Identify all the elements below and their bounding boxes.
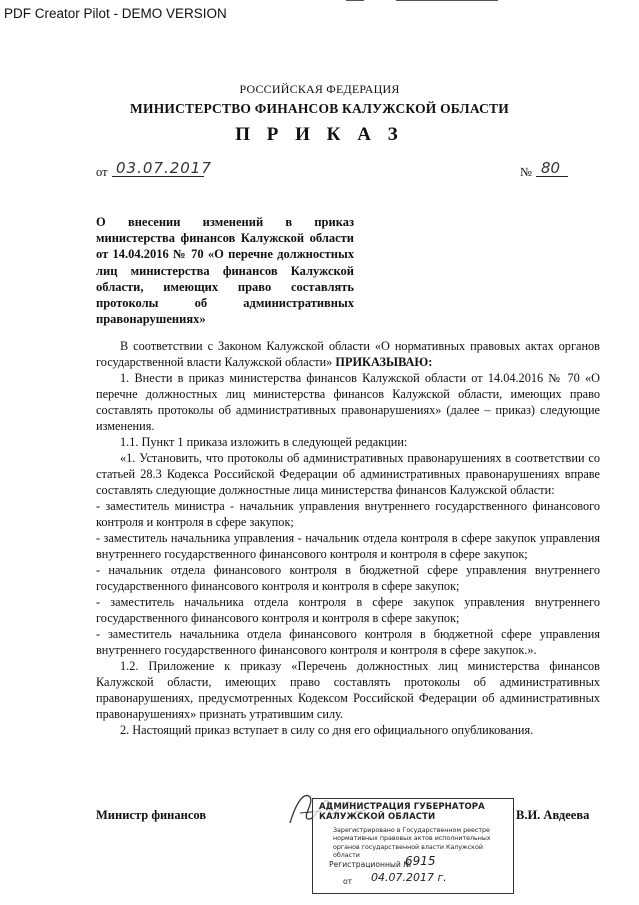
country-heading: РОССИЙСКАЯ ФЕДЕРАЦИЯ [239, 82, 400, 96]
stamp-registration-label: Регистрационный № [329, 860, 412, 869]
document-type-title: П Р И К А З [235, 124, 404, 145]
list-item: - заместитель начальника управления - начальник отдела контроля в сфере закупок управления внутреннего государственного финансового контроля и контроля в сфере закупок; [96, 531, 600, 561]
paragraph-1-1: 1.1. Пункт 1 приказа изложить в следующей редакции: [120, 435, 408, 449]
stamp-date-label: от [343, 877, 353, 886]
list-item: - заместитель министра - начальник управления внутреннего государственного финансового контроля и контроля в сфере закупок; [96, 499, 600, 529]
handwritten-date: 03.07.2017 [116, 159, 212, 177]
order-keyword: ПРИКАЗЫВАЮ: [335, 355, 433, 369]
signatory-name: В.И. Авдеева [516, 808, 590, 822]
document-subject: О внесении изменений в приказ министерства финансов Калужской области от 14.04.2016 № 70 «О перечне должностных лиц министерства финансов Калужской области, имеющих право составлять протоколы об административных правонарушениях» [96, 215, 354, 327]
top-rule-left [346, 0, 364, 1]
paragraph-1: 1. Внести в приказ министерства финансов Калужской области от 14.04.2016 № 70 «О перечне должностных лиц министерства финансов Калужской области, имеющих право составлять протоколы об административных правонарушениях» (далее – приказ) следующие изменения. [96, 371, 600, 433]
signatory-title: Министр финансов [96, 808, 207, 822]
stamp-registration-number: 6915 [405, 854, 436, 868]
registration-stamp [312, 798, 514, 894]
demo-watermark: PDF Creator Pilot - DEMO VERSION [4, 6, 227, 21]
paragraph-1-2: 1.2. Приложение к приказу «Перечень должностных лиц министерства финансов Калужской области, имеющих право составлять протоколы об административных правонарушениях, предусмотренных Кодексом Российской Федерации об административных правонарушениях» признать утратившим силу. [96, 659, 600, 721]
ministry-heading: МИНИСТЕРСТВО ФИНАНСОВ КАЛУЖСКОЙ ОБЛАСТИ [130, 101, 509, 116]
paragraph-2: 2. Настоящий приказ вступает в силу со дня его официального опубликования. [120, 723, 534, 737]
date-prefix: от [96, 165, 108, 179]
top-rule-right [396, 0, 498, 1]
stamp-heading: АДМИНИСТРАЦИЯ ГУБЕРНАТОРА КАЛУЖСКОЙ ОБЛАСТИ [319, 802, 485, 822]
quoted-paragraph: «1. Установить, что протоколы об административных правонарушениях в соответствии со статьей 28.3 Кодекса Российской Федерации об административных правонарушениях вправе составлять следующие должностные лица министерства финансов Калужской области: [96, 451, 600, 497]
handwritten-number: 80 [541, 159, 561, 177]
intro-text: В соответствии с Законом Калужской области «О нормативных правовых актах органов государственной власти Калужской области» [96, 339, 600, 369]
number-prefix: № [520, 165, 532, 179]
document-body [96, 338, 600, 738]
list-item: - заместитель начальника отдела финансового контроля в бюджетной сфере управления внутреннего государственного финансового контроля и контроля в сфере закупок.». [96, 627, 600, 657]
stamp-date-value: 04.07.2017 г. [371, 871, 447, 884]
intro-paragraph [96, 338, 600, 370]
stamp-text: Зарегистрировано в Государственном реестре нормативных правовых актов исполнительных органов государственной власти Калужской области [333, 827, 491, 860]
list-item: - начальник отдела финансового контроля в бюджетной сфере управления внутреннего государственного финансового контроля и контроля в сфере закупок; [96, 563, 600, 593]
list-item: - заместитель начальника отдела контроля в сфере закупок управления внутреннего государственного финансового контроля и контроля в сфере закупок; [96, 595, 600, 625]
